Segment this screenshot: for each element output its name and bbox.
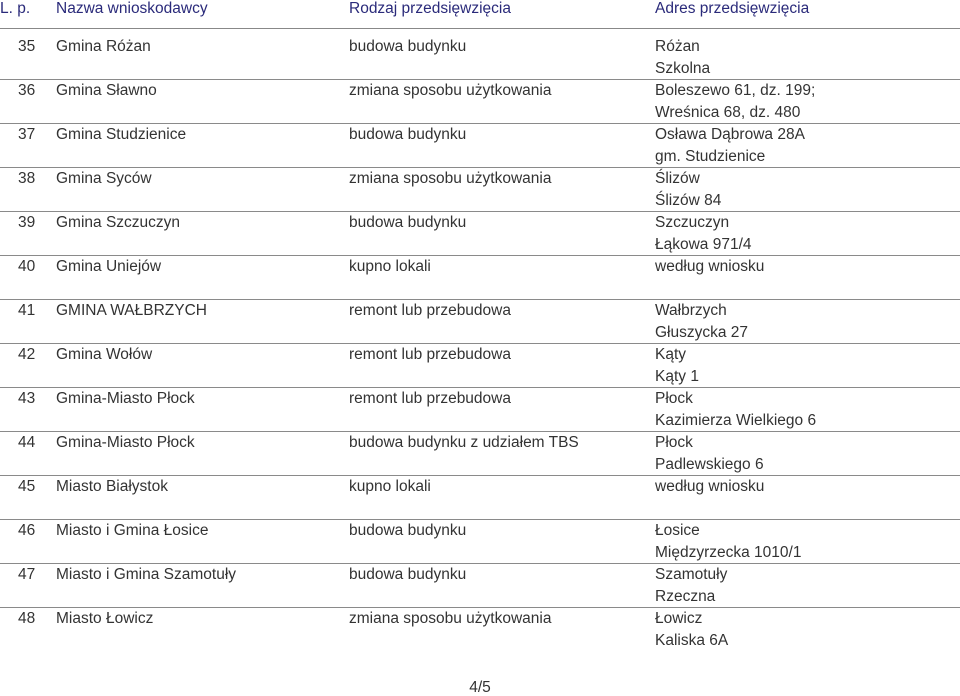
applicant-name: GMINA WAŁBRZYCH [56,302,207,319]
address-line-1: Płock [655,434,693,451]
page-number: 4/5 [469,679,491,696]
applicant-name: Gmina Wołów [56,346,153,363]
applicant-name: Gmina Studzienice [56,126,187,143]
row-separator [0,387,960,388]
applicant-name: Gmina Syców [56,170,152,187]
applicant-name: Miasto i Gmina Szamotuły [56,566,237,583]
project-type: budowa budynku [349,38,467,55]
address-line-1: Osława Dąbrowa 28A [655,126,805,143]
row-separator [0,123,960,124]
address-line-1: Różan [655,38,700,55]
applicant-name: Gmina Szczuczyn [56,214,181,231]
project-type: zmiana sposobu użytkowania [349,82,552,99]
address-line-1: Boleszewo 61, dz. 199; [655,82,816,99]
address-line-2: Głuszycka 27 [655,324,749,341]
row-separator [0,299,960,300]
applicant-name: Gmina Uniejów [56,258,162,275]
row-number: 41 [18,302,36,319]
row-separator [0,167,960,168]
row-separator [0,607,960,608]
row-separator [0,211,960,212]
project-type: remont lub przebudowa [349,346,511,363]
address-line-2: Kaliska 6A [655,632,729,649]
row-separator [0,475,960,476]
address-line-2: Międzyrzecka 1010/1 [655,544,802,561]
address-line-1: według wniosku [655,258,765,275]
applicant-name: Gmina-Miasto Płock [56,390,195,407]
address-line-2: Rzeczna [655,588,716,605]
row-number: 46 [18,522,36,539]
applicant-name: Miasto i Gmina Łosice [56,522,209,539]
row-number: 37 [18,126,36,143]
address-line-1: Płock [655,390,693,407]
address-line-2: Padlewskiego 6 [655,456,764,473]
address-line-2: Łąkowa 971/4 [655,236,752,253]
row-number: 36 [18,82,36,99]
applicant-name: Gmina Sławno [56,82,157,99]
address-line-2: Ślizów 84 [655,192,722,209]
row-separator [0,255,960,256]
header-project-address: Adres przedsięwzięcia [655,0,810,17]
header-lp: L. p. [0,0,31,17]
row-separator [0,343,960,344]
applicant-name: Gmina-Miasto Płock [56,434,195,451]
address-line-1: Wałbrzych [655,302,727,319]
project-type: budowa budynku [349,522,467,539]
project-type: zmiana sposobu użytkowania [349,170,552,187]
address-line-2: Kazimierza Wielkiego 6 [655,412,817,429]
address-line-2: Kąty 1 [655,368,699,385]
row-number: 44 [18,434,36,451]
project-type: budowa budynku [349,126,467,143]
row-number: 35 [18,38,36,55]
applicant-name: Miasto Białystok [56,478,168,495]
address-line-1: Szamotuły [655,566,728,583]
project-type: kupno lokali [349,258,431,275]
project-type: budowa budynku [349,566,467,583]
row-separator [0,519,960,520]
row-number: 39 [18,214,36,231]
row-number: 40 [18,258,36,275]
project-type: kupno lokali [349,478,431,495]
address-line-1: według wniosku [655,478,765,495]
address-line-1: Ślizów [655,170,700,187]
applicant-name: Miasto Łowicz [56,610,154,627]
row-number: 47 [18,566,36,583]
header-applicant: Nazwa wnioskodawcy [56,0,208,17]
project-type: budowa budynku z udziałem TBS [349,434,579,451]
row-separator [0,431,960,432]
address-line-1: Kąty [655,346,687,363]
row-separator [0,79,960,80]
row-number: 48 [18,610,36,627]
row-number: 38 [18,170,36,187]
row-number: 42 [18,346,36,363]
project-type: remont lub przebudowa [349,390,511,407]
address-line-1: Łosice [655,522,700,539]
address-line-1: Łowicz [655,610,703,627]
address-line-2: gm. Studzienice [655,148,766,165]
address-line-2: Wreśnica 68, dz. 480 [655,104,801,121]
project-type: zmiana sposobu użytkowania [349,610,552,627]
applicant-name: Gmina Różan [56,38,151,55]
header-project-type: Rodzaj przedsięwzięcia [349,0,511,17]
header-separator [0,28,960,29]
project-type: budowa budynku [349,214,467,231]
row-number: 43 [18,390,36,407]
project-type: remont lub przebudowa [349,302,511,319]
address-line-2: Szkolna [655,60,711,77]
row-number: 45 [18,478,36,495]
row-separator [0,563,960,564]
table-header [0,0,960,28]
address-line-1: Szczuczyn [655,214,730,231]
